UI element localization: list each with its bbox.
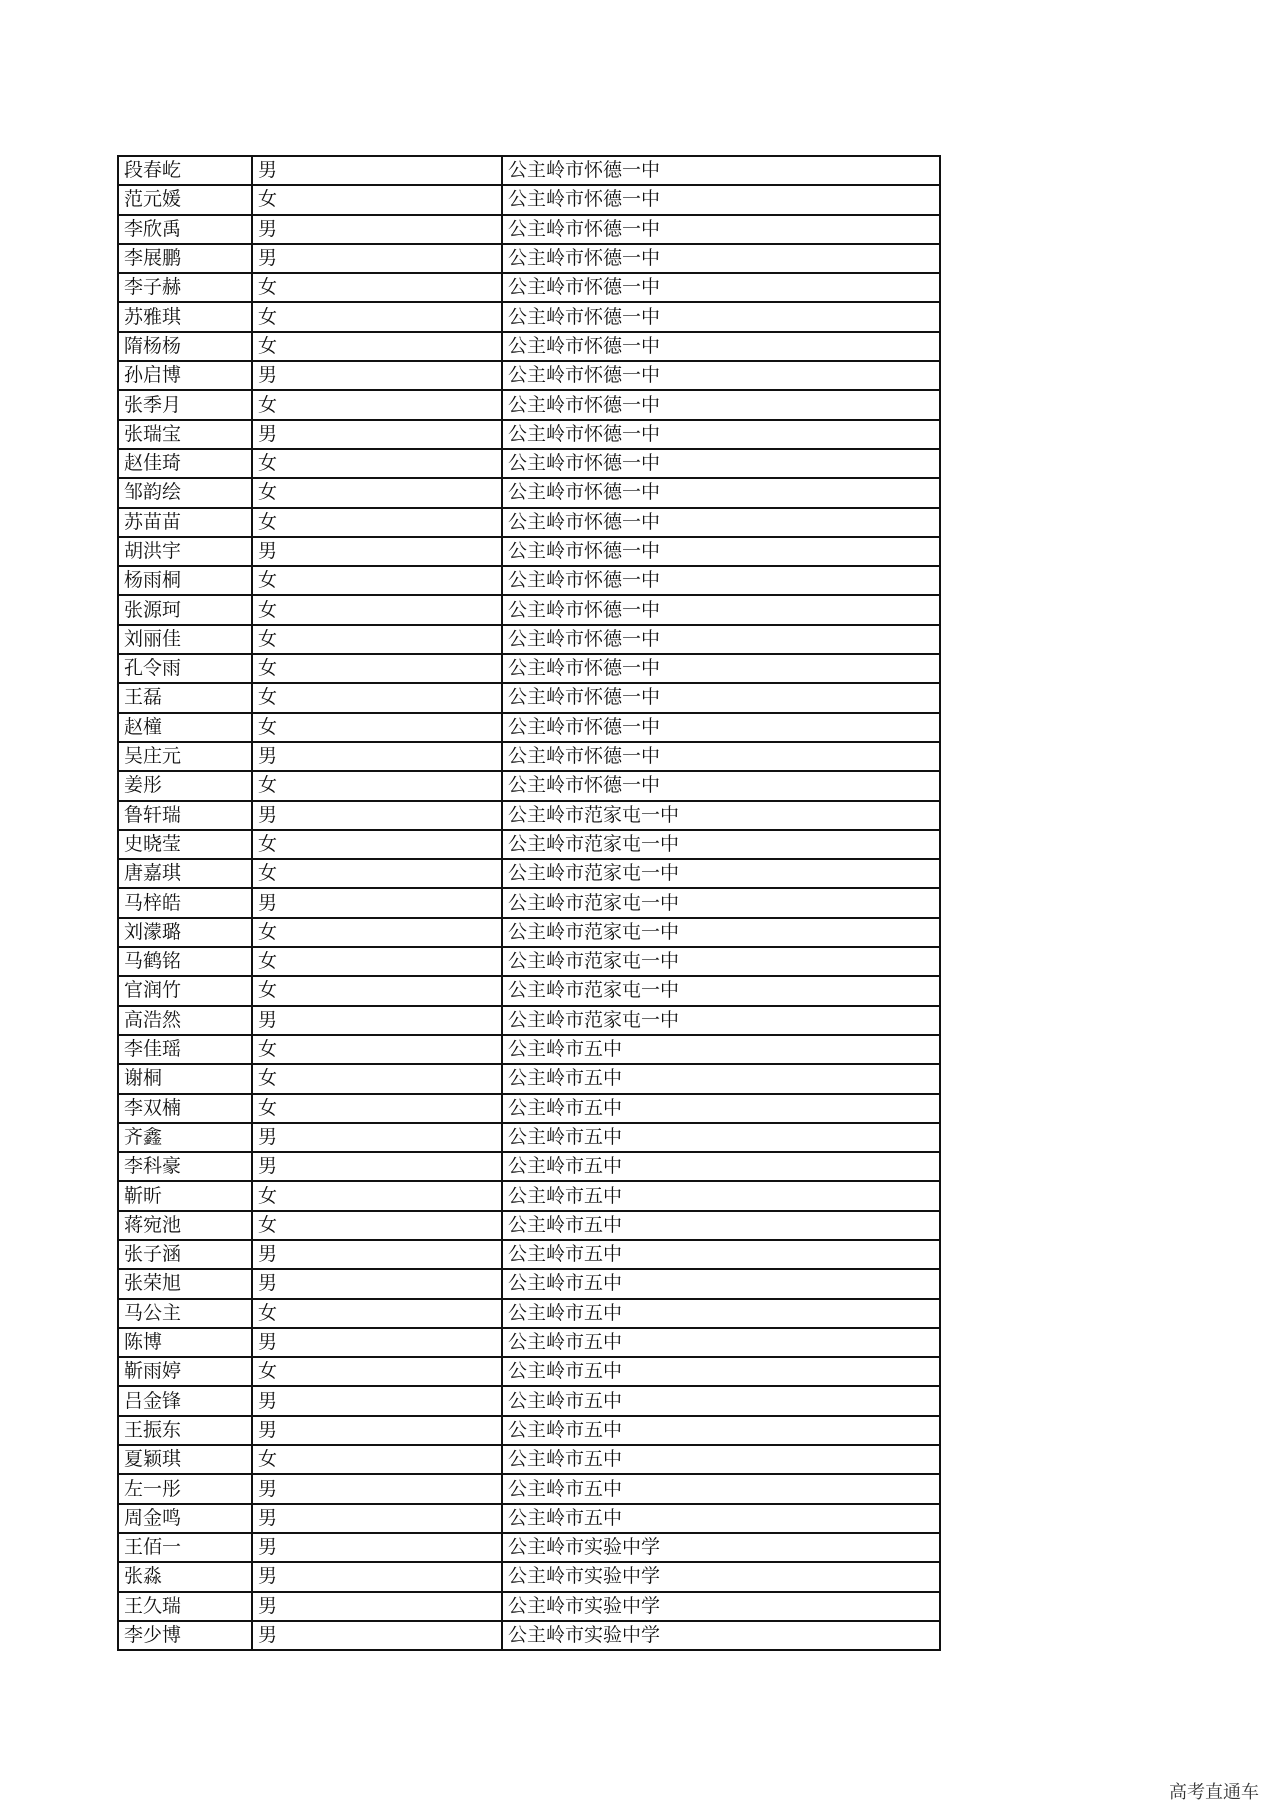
gender-cell: 女 bbox=[252, 918, 502, 947]
table-row bbox=[118, 1211, 940, 1240]
school-cell: 公主岭市五中 bbox=[502, 1181, 940, 1210]
gender-cell: 男 bbox=[252, 1592, 502, 1621]
table-row bbox=[118, 1621, 940, 1650]
gender-cell: 女 bbox=[252, 713, 502, 742]
table-row bbox=[118, 830, 940, 859]
school-cell: 公主岭市实验中学 bbox=[502, 1562, 940, 1591]
gender-cell: 女 bbox=[252, 1299, 502, 1328]
table-row bbox=[118, 1094, 940, 1123]
gender-cell: 女 bbox=[252, 1064, 502, 1093]
table-row bbox=[118, 1328, 940, 1357]
school-cell: 公主岭市怀德一中 bbox=[502, 683, 940, 712]
table-row bbox=[118, 1386, 940, 1415]
roster-body bbox=[118, 156, 940, 1650]
student-name-cell: 夏颖琪 bbox=[118, 1445, 252, 1474]
gender-cell: 女 bbox=[252, 1035, 502, 1064]
gender-cell: 女 bbox=[252, 1445, 502, 1474]
student-roster-table bbox=[117, 155, 941, 1651]
table-row bbox=[118, 1152, 940, 1181]
gender-cell: 男 bbox=[252, 215, 502, 244]
student-name-cell: 苏雅琪 bbox=[118, 302, 252, 331]
gender-cell: 男 bbox=[252, 361, 502, 390]
student-name-cell: 周金鸣 bbox=[118, 1504, 252, 1533]
school-cell: 公主岭市怀德一中 bbox=[502, 771, 940, 800]
school-cell: 公主岭市怀德一中 bbox=[502, 742, 940, 771]
school-cell: 公主岭市五中 bbox=[502, 1299, 940, 1328]
table-row bbox=[118, 1533, 940, 1562]
gender-cell: 女 bbox=[252, 302, 502, 331]
gender-cell: 女 bbox=[252, 478, 502, 507]
gender-cell: 男 bbox=[252, 1562, 502, 1591]
table-row bbox=[118, 1064, 940, 1093]
gender-cell: 男 bbox=[252, 1474, 502, 1503]
gender-cell: 女 bbox=[252, 947, 502, 976]
table-row bbox=[118, 1240, 940, 1269]
student-name-cell: 靳昕 bbox=[118, 1181, 252, 1210]
student-name-cell: 马鹤铭 bbox=[118, 947, 252, 976]
student-name-cell: 孙启博 bbox=[118, 361, 252, 390]
gender-cell: 男 bbox=[252, 1006, 502, 1035]
table-row bbox=[118, 771, 940, 800]
student-name-cell: 鲁轩瑞 bbox=[118, 801, 252, 830]
student-name-cell: 李子赫 bbox=[118, 273, 252, 302]
table-row bbox=[118, 1035, 940, 1064]
school-cell: 公主岭市怀德一中 bbox=[502, 478, 940, 507]
table-row bbox=[118, 1006, 940, 1035]
student-name-cell: 谢桐 bbox=[118, 1064, 252, 1093]
school-cell: 公主岭市实验中学 bbox=[502, 1533, 940, 1562]
school-cell: 公主岭市怀德一中 bbox=[502, 156, 940, 185]
table-row bbox=[118, 1299, 940, 1328]
student-name-cell: 赵佳琦 bbox=[118, 449, 252, 478]
table-row bbox=[118, 361, 940, 390]
gender-cell: 女 bbox=[252, 625, 502, 654]
student-name-cell: 张源珂 bbox=[118, 595, 252, 624]
table-row bbox=[118, 1181, 940, 1210]
gender-cell: 女 bbox=[252, 1094, 502, 1123]
student-name-cell: 张淼 bbox=[118, 1562, 252, 1591]
school-cell: 公主岭市怀德一中 bbox=[502, 625, 940, 654]
table-row bbox=[118, 215, 940, 244]
table-row bbox=[118, 683, 940, 712]
school-cell: 公主岭市怀德一中 bbox=[502, 508, 940, 537]
student-name-cell: 史晓莹 bbox=[118, 830, 252, 859]
school-cell: 公主岭市五中 bbox=[502, 1357, 940, 1386]
gender-cell: 男 bbox=[252, 1533, 502, 1562]
table-row bbox=[118, 508, 940, 537]
gender-cell: 男 bbox=[252, 888, 502, 917]
gender-cell: 女 bbox=[252, 830, 502, 859]
table-row bbox=[118, 244, 940, 273]
school-cell: 公主岭市五中 bbox=[502, 1386, 940, 1415]
school-cell: 公主岭市怀德一中 bbox=[502, 537, 940, 566]
student-name-cell: 蒋宛池 bbox=[118, 1211, 252, 1240]
table-row bbox=[118, 801, 940, 830]
school-cell: 公主岭市怀德一中 bbox=[502, 332, 940, 361]
student-name-cell: 李展鹏 bbox=[118, 244, 252, 273]
school-cell: 公主岭市怀德一中 bbox=[502, 713, 940, 742]
student-name-cell: 范元媛 bbox=[118, 185, 252, 214]
gender-cell: 男 bbox=[252, 1269, 502, 1298]
school-cell: 公主岭市怀德一中 bbox=[502, 449, 940, 478]
gender-cell: 男 bbox=[252, 1416, 502, 1445]
gender-cell: 女 bbox=[252, 566, 502, 595]
student-name-cell: 刘丽佳 bbox=[118, 625, 252, 654]
gender-cell: 男 bbox=[252, 1386, 502, 1415]
watermark-text: 高考直通车 bbox=[1169, 1782, 1259, 1803]
school-cell: 公主岭市五中 bbox=[502, 1094, 940, 1123]
table-row bbox=[118, 976, 940, 1005]
gender-cell: 女 bbox=[252, 449, 502, 478]
school-cell: 公主岭市五中 bbox=[502, 1416, 940, 1445]
student-name-cell: 张子涵 bbox=[118, 1240, 252, 1269]
table-row bbox=[118, 302, 940, 331]
gender-cell: 男 bbox=[252, 1240, 502, 1269]
student-name-cell: 李双楠 bbox=[118, 1094, 252, 1123]
student-name-cell: 王振东 bbox=[118, 1416, 252, 1445]
student-name-cell: 官润竹 bbox=[118, 976, 252, 1005]
student-name-cell: 齐鑫 bbox=[118, 1123, 252, 1152]
table-row bbox=[118, 185, 940, 214]
school-cell: 公主岭市范家屯一中 bbox=[502, 976, 940, 1005]
gender-cell: 女 bbox=[252, 1181, 502, 1210]
school-cell: 公主岭市范家屯一中 bbox=[502, 801, 940, 830]
student-name-cell: 刘濛璐 bbox=[118, 918, 252, 947]
table-row bbox=[118, 713, 940, 742]
student-name-cell: 李欣禹 bbox=[118, 215, 252, 244]
gender-cell: 男 bbox=[252, 1152, 502, 1181]
table-row bbox=[118, 478, 940, 507]
table-row bbox=[118, 888, 940, 917]
gender-cell: 女 bbox=[252, 683, 502, 712]
gender-cell: 男 bbox=[252, 156, 502, 185]
gender-cell: 女 bbox=[252, 595, 502, 624]
table-row bbox=[118, 625, 940, 654]
student-name-cell: 陈博 bbox=[118, 1328, 252, 1357]
school-cell: 公主岭市怀德一中 bbox=[502, 185, 940, 214]
school-cell: 公主岭市五中 bbox=[502, 1240, 940, 1269]
table-row bbox=[118, 918, 940, 947]
gender-cell: 男 bbox=[252, 742, 502, 771]
school-cell: 公主岭市五中 bbox=[502, 1123, 940, 1152]
table-row bbox=[118, 537, 940, 566]
student-name-cell: 靳雨婷 bbox=[118, 1357, 252, 1386]
school-cell: 公主岭市怀德一中 bbox=[502, 420, 940, 449]
school-cell: 公主岭市五中 bbox=[502, 1445, 940, 1474]
student-name-cell: 隋杨杨 bbox=[118, 332, 252, 361]
table-row bbox=[118, 449, 940, 478]
gender-cell: 女 bbox=[252, 273, 502, 302]
student-name-cell: 吴庄元 bbox=[118, 742, 252, 771]
school-cell: 公主岭市范家屯一中 bbox=[502, 918, 940, 947]
table-row bbox=[118, 1269, 940, 1298]
school-cell: 公主岭市五中 bbox=[502, 1328, 940, 1357]
school-cell: 公主岭市怀德一中 bbox=[502, 361, 940, 390]
student-name-cell: 高浩然 bbox=[118, 1006, 252, 1035]
student-name-cell: 马梓皓 bbox=[118, 888, 252, 917]
student-name-cell: 李科豪 bbox=[118, 1152, 252, 1181]
table-row bbox=[118, 390, 940, 419]
school-cell: 公主岭市五中 bbox=[502, 1035, 940, 1064]
gender-cell: 男 bbox=[252, 1328, 502, 1357]
student-name-cell: 张荣旭 bbox=[118, 1269, 252, 1298]
student-name-cell: 段春屹 bbox=[118, 156, 252, 185]
student-name-cell: 杨雨桐 bbox=[118, 566, 252, 595]
gender-cell: 女 bbox=[252, 185, 502, 214]
school-cell: 公主岭市五中 bbox=[502, 1504, 940, 1533]
table-row bbox=[118, 1416, 940, 1445]
table-row bbox=[118, 1592, 940, 1621]
gender-cell: 女 bbox=[252, 1211, 502, 1240]
school-cell: 公主岭市怀德一中 bbox=[502, 595, 940, 624]
school-cell: 公主岭市怀德一中 bbox=[502, 273, 940, 302]
student-name-cell: 李少博 bbox=[118, 1621, 252, 1650]
student-name-cell: 赵橦 bbox=[118, 713, 252, 742]
school-cell: 公主岭市怀德一中 bbox=[502, 390, 940, 419]
table-row bbox=[118, 742, 940, 771]
student-name-cell: 姜彤 bbox=[118, 771, 252, 800]
student-name-cell: 张季月 bbox=[118, 390, 252, 419]
school-cell: 公主岭市五中 bbox=[502, 1211, 940, 1240]
student-name-cell: 李佳瑶 bbox=[118, 1035, 252, 1064]
student-name-cell: 左一彤 bbox=[118, 1474, 252, 1503]
school-cell: 公主岭市怀德一中 bbox=[502, 566, 940, 595]
student-name-cell: 吕金锋 bbox=[118, 1386, 252, 1415]
gender-cell: 女 bbox=[252, 976, 502, 1005]
table-row bbox=[118, 1445, 940, 1474]
table-row bbox=[118, 566, 940, 595]
table-row bbox=[118, 947, 940, 976]
table-row bbox=[118, 156, 940, 185]
student-name-cell: 张瑞宝 bbox=[118, 420, 252, 449]
table-row bbox=[118, 1123, 940, 1152]
school-cell: 公主岭市范家屯一中 bbox=[502, 947, 940, 976]
school-cell: 公主岭市范家屯一中 bbox=[502, 1006, 940, 1035]
school-cell: 公主岭市怀德一中 bbox=[502, 215, 940, 244]
student-name-cell: 王佰一 bbox=[118, 1533, 252, 1562]
school-cell: 公主岭市实验中学 bbox=[502, 1592, 940, 1621]
student-name-cell: 胡洪宇 bbox=[118, 537, 252, 566]
gender-cell: 女 bbox=[252, 390, 502, 419]
gender-cell: 男 bbox=[252, 244, 502, 273]
table-row bbox=[118, 332, 940, 361]
school-cell: 公主岭市怀德一中 bbox=[502, 244, 940, 273]
school-cell: 公主岭市范家屯一中 bbox=[502, 888, 940, 917]
table-row bbox=[118, 1357, 940, 1386]
school-cell: 公主岭市五中 bbox=[502, 1152, 940, 1181]
school-cell: 公主岭市五中 bbox=[502, 1064, 940, 1093]
table-row bbox=[118, 420, 940, 449]
table-row bbox=[118, 1474, 940, 1503]
gender-cell: 女 bbox=[252, 771, 502, 800]
school-cell: 公主岭市怀德一中 bbox=[502, 302, 940, 331]
table-row bbox=[118, 654, 940, 683]
student-name-cell: 马公主 bbox=[118, 1299, 252, 1328]
student-name-cell: 苏苗苗 bbox=[118, 508, 252, 537]
student-name-cell: 王久瑞 bbox=[118, 1592, 252, 1621]
gender-cell: 男 bbox=[252, 1621, 502, 1650]
gender-cell: 女 bbox=[252, 859, 502, 888]
gender-cell: 女 bbox=[252, 508, 502, 537]
student-name-cell: 孔令雨 bbox=[118, 654, 252, 683]
school-cell: 公主岭市范家屯一中 bbox=[502, 830, 940, 859]
gender-cell: 女 bbox=[252, 654, 502, 683]
gender-cell: 男 bbox=[252, 420, 502, 449]
gender-cell: 男 bbox=[252, 1504, 502, 1533]
table-row bbox=[118, 859, 940, 888]
gender-cell: 女 bbox=[252, 332, 502, 361]
gender-cell: 女 bbox=[252, 1357, 502, 1386]
table-row bbox=[118, 273, 940, 302]
school-cell: 公主岭市范家屯一中 bbox=[502, 859, 940, 888]
gender-cell: 男 bbox=[252, 537, 502, 566]
school-cell: 公主岭市五中 bbox=[502, 1474, 940, 1503]
table-row bbox=[118, 1504, 940, 1533]
school-cell: 公主岭市五中 bbox=[502, 1269, 940, 1298]
student-name-cell: 王磊 bbox=[118, 683, 252, 712]
table-row bbox=[118, 595, 940, 624]
student-name-cell: 邹韵绘 bbox=[118, 478, 252, 507]
student-name-cell: 唐嘉琪 bbox=[118, 859, 252, 888]
gender-cell: 男 bbox=[252, 801, 502, 830]
school-cell: 公主岭市怀德一中 bbox=[502, 654, 940, 683]
gender-cell: 男 bbox=[252, 1123, 502, 1152]
school-cell: 公主岭市实验中学 bbox=[502, 1621, 940, 1650]
table-row bbox=[118, 1562, 940, 1591]
